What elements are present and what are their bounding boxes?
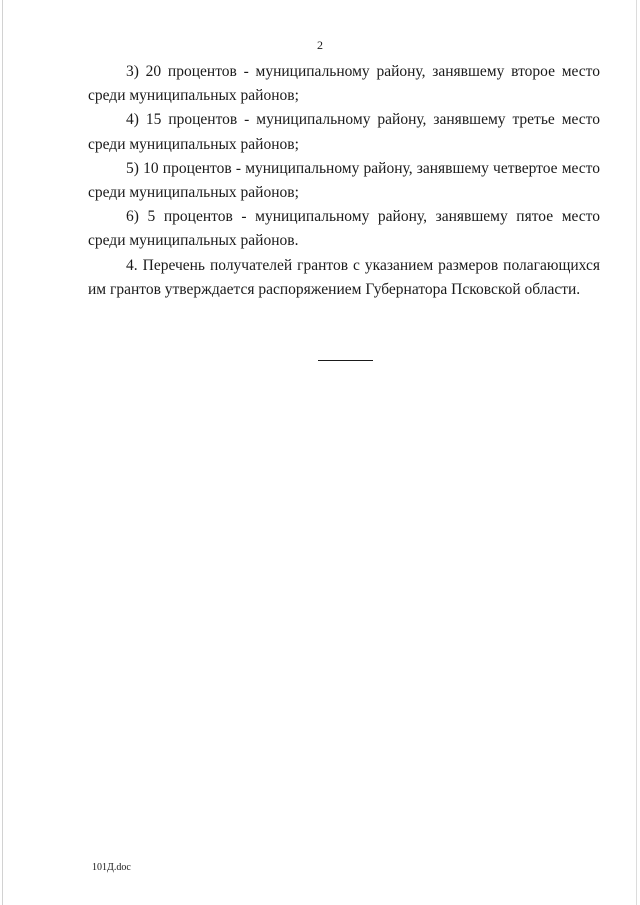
list-item-fourth-place: 4) 15 процентов - муниципальному району, занявшему третье место среди муниципальных районов;: [88, 111, 600, 153]
page-number: 2: [317, 38, 323, 52]
footer-filename: 101Д.doc: [92, 862, 131, 873]
clause-4-paragraph: 4. Перечень получателей грантов с указанием размеров полагающихся им грантов утверждается распоряжением Губернатора Псковской области.: [88, 256, 600, 298]
end-of-text-separator: [318, 360, 373, 361]
scan-edge-left: [2, 0, 3, 905]
list-item-third-place: 3) 20 процентов - муниципальному району, занявшему второе место среди муниципальных районов;: [88, 63, 600, 105]
list-item-sixth-place: 6) 5 процентов - муниципальному району, занявшему пятое место среди муниципальных районов.: [88, 208, 600, 250]
scan-edge-right: [636, 0, 637, 905]
document-body: [88, 60, 600, 302]
list-item-fifth-place: 5) 10 процентов - муниципальному району, занявшему четвертое место среди муниципальных районов;: [88, 159, 600, 202]
